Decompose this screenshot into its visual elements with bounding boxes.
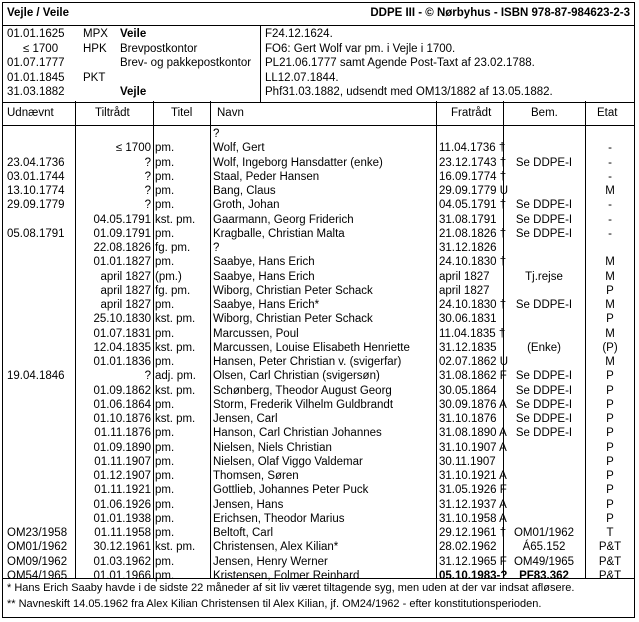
cell-tiltraadt: april 1827	[100, 270, 151, 283]
col-header-tiltraadt: Tiltrådt	[95, 107, 130, 119]
footnote-2: ** Navneskift 14.05.1962 fra Alex Kilian Christensen til Alex Kilian, jf. OM24/1962 - efter konstitutionsperioden.	[7, 598, 542, 610]
cell-fratraadt: 30.11.1907	[439, 455, 496, 468]
table-row	[3, 213, 634, 227]
cell-tiltraadt: 01.12.1907	[93, 470, 151, 482]
cell-navn: Hansen, Peter Christian v. (svigerfar)	[213, 356, 402, 368]
office-history-row	[3, 57, 634, 71]
cell-titel: kst. pm.	[155, 213, 196, 226]
cell-titel: pm.	[155, 327, 175, 340]
cell-titel: pm.	[155, 156, 175, 169]
cell-titel: kst. pm.	[155, 313, 196, 326]
cell-udnaevnt: OM01/1962	[7, 541, 68, 554]
cell-navn: Wiborg, Christian Peter Schack	[213, 313, 373, 326]
cell-navn: Erichsen, Theodor Marius	[213, 512, 345, 525]
cell-fratraadt: 31.12.1835	[439, 341, 497, 354]
cell-tiltraadt: 01.09.1791	[93, 227, 151, 240]
cell-fratraadt: april 1827	[439, 284, 490, 297]
cell-fratraadt: 30.05.1864	[439, 384, 497, 397]
cell-tiltraadt: ?	[144, 170, 151, 183]
cell-etat: P	[606, 470, 614, 482]
cell-fratraadt: 31.08.1862 F	[439, 370, 507, 383]
cell-titel: pm.	[155, 455, 175, 468]
cell-bem: Se DDPE-I	[515, 213, 573, 226]
cell-udnaevnt: OM09/1962	[7, 555, 68, 568]
header-left: Vejle / Veile	[7, 7, 70, 19]
table-row	[3, 312, 634, 326]
cell-bem: Tj.rejse	[525, 270, 563, 283]
cell-titel: pm.	[155, 142, 175, 155]
cell-etat: P	[606, 398, 614, 411]
cell-etat: (P)	[602, 341, 618, 354]
cell-navn: Saabye, Hans Erich	[213, 256, 315, 269]
cell-titel: pm.	[155, 555, 175, 568]
cell-fratraadt: 29.12.1961 †	[439, 527, 507, 539]
cell-etat: P	[606, 484, 614, 497]
cell-titel: pm.	[155, 512, 175, 525]
table-row	[3, 455, 634, 469]
cell-fratraadt: 30.06.1831	[439, 313, 497, 326]
cell-etat: M	[605, 327, 615, 340]
cell-tiltraadt: 01.03.1962	[93, 555, 151, 568]
cell-fratraadt: 31.10.1907 A	[439, 441, 507, 454]
cell-tiltraadt: 22.08.1826	[93, 242, 151, 254]
cell-navn: Thomsen, Søren	[213, 470, 299, 482]
cell-udnaevnt: 19.04.1846	[7, 370, 65, 383]
cell-bem: OM01/1962	[513, 527, 575, 539]
cell-etat: -	[608, 227, 612, 240]
cell-tiltraadt: 01.06.1926	[93, 498, 151, 511]
table-row	[3, 469, 634, 483]
cell-etat: P	[606, 370, 614, 383]
cell-navn: Wolf, Gert	[213, 142, 265, 155]
cell-titel: pm.	[155, 256, 175, 269]
office-history-name: Vejle	[120, 86, 147, 99]
cell-udnaevnt: OM23/1958	[7, 527, 68, 539]
col-header-navn: Navn	[217, 107, 244, 119]
table-row	[3, 270, 634, 284]
cell-navn: Nielsen, Olaf Viggo Valdemar	[213, 455, 363, 468]
office-history-date: 01.01.1625	[7, 28, 65, 40]
table-row	[3, 441, 634, 455]
cell-tiltraadt: april 1827	[100, 284, 151, 297]
table-row	[3, 127, 634, 141]
table-row	[3, 298, 634, 312]
office-history-name: Veile	[120, 28, 147, 40]
cell-navn: Groth, Johan	[213, 199, 280, 212]
cell-tiltraadt: 01.09.1862	[93, 384, 151, 397]
table-row	[3, 170, 634, 184]
cell-navn: Marcussen, Poul	[213, 327, 299, 340]
cell-tiltraadt: ?	[144, 156, 151, 169]
table-row	[3, 540, 634, 554]
cell-titel: pm.	[155, 484, 175, 497]
office-history	[3, 26, 634, 103]
table-row	[3, 156, 634, 170]
cell-etat: M	[605, 256, 615, 269]
table-row	[3, 327, 634, 341]
cell-navn: Kristensen, Folmer Reinhard	[213, 569, 360, 582]
cell-bem: Se DDPE-I	[515, 384, 573, 397]
table-row	[3, 384, 634, 398]
cell-bem: Se DDPE-I	[515, 227, 573, 240]
cell-navn: Staal, Peder Hansen	[213, 170, 320, 183]
table-row	[3, 512, 634, 526]
table-header	[3, 103, 634, 126]
office-history-code: PKT	[83, 71, 106, 84]
cell-etat: P	[606, 284, 614, 297]
cell-tiltraadt: 01.01.1938	[93, 512, 151, 525]
cell-etat: P	[606, 384, 614, 397]
cell-tiltraadt: 01.07.1831	[93, 327, 151, 340]
footnote-1: * Hans Erich Saaby havde i de sidste 22 måneder af sit liv været tiltagende syg, men uden at der var indsat afløsere.	[7, 582, 575, 594]
table-row	[3, 398, 634, 412]
cell-etat: M	[605, 185, 615, 197]
cell-bem: OM49/1965	[513, 555, 575, 568]
cell-tiltraadt: 01.09.1890	[93, 441, 151, 454]
col-header-titel: Titel	[171, 107, 193, 119]
cell-navn: Saabye, Hans Erich*	[213, 299, 320, 311]
office-history-date: 01.01.1845	[7, 71, 65, 84]
cell-tiltraadt: 01.01.1827	[93, 256, 151, 269]
cell-tiltraadt: ?	[144, 199, 151, 212]
cell-navn: Jensen, Henry Werner	[213, 555, 328, 568]
cell-titel: kst. pm.	[155, 341, 196, 354]
table-row	[3, 498, 634, 512]
cell-navn: Saabye, Hans Erich	[213, 270, 315, 283]
cell-tiltraadt: 01.01.1836	[93, 356, 151, 368]
cell-fratraadt: 31.10.1921 A	[439, 470, 507, 482]
cell-etat: M	[605, 356, 615, 368]
cell-bem: Se DDPE-I	[515, 299, 573, 311]
cell-navn: Christensen, Alex Kilian*	[213, 541, 339, 554]
document-page	[2, 2, 635, 618]
cell-fratraadt: 31.10.1876	[439, 413, 497, 425]
cell-navn: Beltoft, Carl	[213, 527, 274, 539]
cell-udnaevnt: OM54/1965	[7, 569, 68, 582]
cell-fratraadt: 05.10.1983-?	[439, 569, 508, 582]
office-history-date: 31.03.1882	[7, 86, 65, 99]
cell-navn: Gaarmann, Georg Friderich	[213, 213, 354, 226]
cell-tiltraadt: 12.04.1835	[93, 341, 151, 354]
cell-etat: -	[608, 142, 612, 155]
cell-etat: -	[608, 156, 612, 169]
cell-fratraadt: 31.05.1926 F	[439, 484, 507, 497]
cell-navn: Jensen, Carl	[213, 413, 278, 425]
cell-etat: T	[606, 527, 614, 539]
cell-etat: P	[606, 427, 614, 440]
office-history-note: PL21.06.1777 samt Agende Post-Taxt af 23.02.1788.	[265, 57, 535, 70]
cell-etat: P	[606, 512, 614, 525]
cell-fratraadt: 11.04.1736 †	[439, 142, 506, 155]
cell-titel: pm.	[155, 299, 175, 311]
cell-bem: Se DDPE-I	[515, 156, 573, 169]
cell-fratraadt: 31.12.1965 F	[439, 555, 507, 568]
office-history-date: ≤ 1700	[23, 42, 59, 55]
cell-etat: M	[605, 270, 615, 283]
cell-navn: Kragballe, Christian Malta	[213, 227, 345, 240]
office-history-row	[3, 72, 634, 86]
cell-titel: fg. pm.	[155, 242, 191, 254]
cell-fratraadt: 21.08.1826 †	[439, 227, 507, 240]
cell-titel: pm.	[155, 398, 175, 411]
table-row	[3, 369, 634, 383]
office-history-name: Brevpostkontor	[120, 42, 198, 55]
cell-navn: Bang, Claus	[213, 185, 276, 197]
cell-navn: Schønberg, Theodor August Georg	[213, 384, 392, 397]
cell-bem: Á65.152	[522, 541, 566, 554]
cell-fratraadt: 24.10.1830 †	[439, 256, 507, 269]
cell-tiltraadt: ?	[144, 370, 151, 383]
cell-fratraadt: 29.09.1779 U	[439, 185, 509, 197]
office-history-code: MPX	[83, 28, 108, 40]
table-row	[3, 412, 634, 426]
table-row	[3, 241, 634, 255]
table-row	[3, 255, 634, 269]
cell-fratraadt: 31.12.1826	[439, 242, 497, 254]
cell-navn: Nielsen, Niels Christian	[213, 441, 332, 454]
cell-tiltraadt: 01.06.1864	[93, 398, 151, 411]
cell-etat: P	[606, 413, 614, 425]
cell-etat: -	[608, 199, 612, 212]
cell-fratraadt: 31.12.1937 A	[439, 498, 507, 511]
cell-titel: pm.	[155, 199, 175, 212]
cell-navn: Jensen, Hans	[213, 498, 284, 511]
table-row	[3, 284, 634, 298]
cell-bem: Se DDPE-I	[515, 427, 573, 440]
cell-fratraadt: 28.02.1962	[439, 541, 497, 554]
cell-tiltraadt: 04.05.1791	[93, 213, 151, 226]
table-row	[3, 426, 634, 440]
cell-tiltraadt: 01.10.1876	[93, 413, 151, 425]
cell-tiltraadt: 30.12.1961	[93, 541, 151, 554]
cell-fratraadt: 02.07.1862 U	[439, 356, 509, 368]
cell-titel: adj. pm.	[155, 370, 196, 383]
table-row	[3, 227, 634, 241]
cell-etat: P&T	[598, 541, 622, 554]
cell-navn: Wiborg, Christian Peter Schack	[213, 284, 373, 297]
cell-titel: pm.	[155, 227, 175, 240]
cell-udnaevnt: 23.04.1736	[7, 156, 65, 169]
office-history-note: Phf31.03.1882, udsendt med OM13/1882 af 13.05.1882.	[265, 86, 553, 99]
cell-navn: Gottlieb, Johannes Peter Puck	[213, 484, 369, 497]
cell-bem: PF83.362	[519, 569, 569, 582]
footnotes	[3, 578, 634, 617]
table-row	[3, 141, 634, 155]
col-header-fratraadt: Fratrådt	[451, 107, 492, 119]
cell-navn: Marcussen, Louise Elisabeth Henriette	[213, 341, 410, 354]
col-header-etat: Etat	[597, 107, 618, 119]
cell-etat: P&T	[598, 569, 622, 582]
cell-etat: -	[608, 170, 612, 183]
cell-navn: Wolf, Ingeborg Hansdatter (enke)	[213, 156, 383, 169]
cell-bem: Se DDPE-I	[515, 413, 573, 425]
cell-etat: P&T	[598, 555, 622, 568]
cell-titel: pm.	[155, 185, 175, 197]
col-header-bem: Bem.	[531, 107, 558, 119]
cell-etat: -	[608, 213, 612, 226]
table-row	[3, 198, 634, 212]
table-row	[3, 184, 634, 198]
cell-etat: P	[606, 441, 614, 454]
cell-fratraadt: 31.08.1791	[439, 213, 497, 226]
cell-navn: Hanson, Carl Christian Johannes	[213, 427, 382, 440]
cell-fratraadt: 30.09.1876 A	[439, 398, 507, 411]
cell-etat: P	[606, 455, 614, 468]
cell-tiltraadt: 01.01.1966	[93, 569, 151, 582]
cell-bem: Se DDPE-I	[515, 398, 573, 411]
cell-etat: P	[606, 498, 614, 511]
cell-fratraadt: 31.08.1890 A	[439, 427, 507, 440]
cell-tiltraadt: 25.10.1830	[93, 313, 151, 326]
office-history-date: 01.07.1777	[7, 57, 65, 70]
office-history-row	[3, 43, 634, 57]
table-row	[3, 341, 634, 355]
page-header	[3, 3, 634, 26]
cell-fratraadt: 11.04.1835 †	[439, 327, 506, 340]
table-row	[3, 483, 634, 497]
cell-tiltraadt: 01.11.1921	[94, 484, 151, 497]
cell-fratraadt: 23.12.1743 †	[439, 156, 507, 169]
cell-bem: (Enke)	[527, 341, 561, 354]
cell-titel: pm.	[155, 527, 175, 539]
col-header-udnaevnt: Udnævnt	[7, 107, 54, 119]
cell-tiltraadt: ?	[144, 185, 151, 197]
table-row	[3, 355, 634, 369]
cell-titel: kst. pm.	[155, 384, 196, 397]
cell-navn: Olsen, Carl Christian (svigersøn)	[213, 370, 380, 383]
office-history-note: LL12.07.1844.	[265, 71, 339, 84]
cell-tiltraadt: 01.11.1958	[94, 527, 151, 539]
office-history-note: F24.12.1624.	[265, 28, 333, 40]
cell-titel: kst. pm.	[155, 413, 196, 425]
office-history-name: Brev- og pakkepostkontor	[120, 57, 252, 70]
table-row	[3, 555, 634, 569]
cell-fratraadt: april 1827	[439, 270, 490, 283]
cell-titel: pm.	[155, 569, 175, 582]
office-history-row	[3, 86, 634, 100]
cell-fratraadt: 31.10.1958 A	[439, 512, 507, 525]
cell-tiltraadt: 01.11.1876	[94, 427, 151, 440]
header-right: DDPE III - © Nørbyhus - ISBN 978-87-984623-2-3	[370, 7, 630, 19]
cell-fratraadt: 16.09.1774 †	[439, 170, 507, 183]
cell-titel: (pm.)	[155, 270, 182, 283]
office-history-row	[3, 28, 634, 42]
cell-udnaevnt: 03.01.1744	[7, 170, 65, 183]
cell-navn: Storm, Frederik Vilhelm Guldbrandt	[213, 398, 394, 411]
cell-etat: M	[605, 299, 615, 311]
cell-titel: pm.	[155, 441, 175, 454]
table-row	[3, 526, 634, 540]
cell-tiltraadt: ≤ 1700	[115, 142, 151, 155]
cell-titel: pm.	[155, 498, 175, 511]
cell-titel: pm.	[155, 356, 175, 368]
cell-titel: pm.	[155, 427, 175, 440]
cell-navn: ?	[213, 128, 220, 140]
cell-fratraadt: 04.05.1791 †	[439, 199, 507, 212]
office-history-code: HPK	[83, 42, 107, 55]
cell-bem: Se DDPE-I	[515, 199, 573, 212]
cell-titel: pm.	[155, 470, 175, 482]
cell-etat: P	[606, 313, 614, 326]
cell-titel: pm.	[155, 170, 175, 183]
cell-fratraadt: 24.10.1830 †	[439, 299, 507, 311]
table-body	[3, 126, 634, 583]
cell-titel: kst. pm.	[155, 541, 196, 554]
cell-tiltraadt: april 1827	[100, 299, 151, 311]
cell-udnaevnt: 29.09.1779	[7, 199, 65, 212]
office-history-note: FO6: Gert Wolf var pm. i Vejle i 1700.	[265, 42, 456, 55]
cell-udnaevnt: 13.10.1774	[7, 185, 65, 197]
cell-titel: fg. pm.	[155, 284, 191, 297]
cell-udnaevnt: 05.08.1791	[7, 227, 65, 240]
cell-navn: ?	[213, 242, 220, 254]
cell-tiltraadt: 01.11.1907	[94, 455, 151, 468]
cell-bem: Se DDPE-I	[515, 370, 573, 383]
